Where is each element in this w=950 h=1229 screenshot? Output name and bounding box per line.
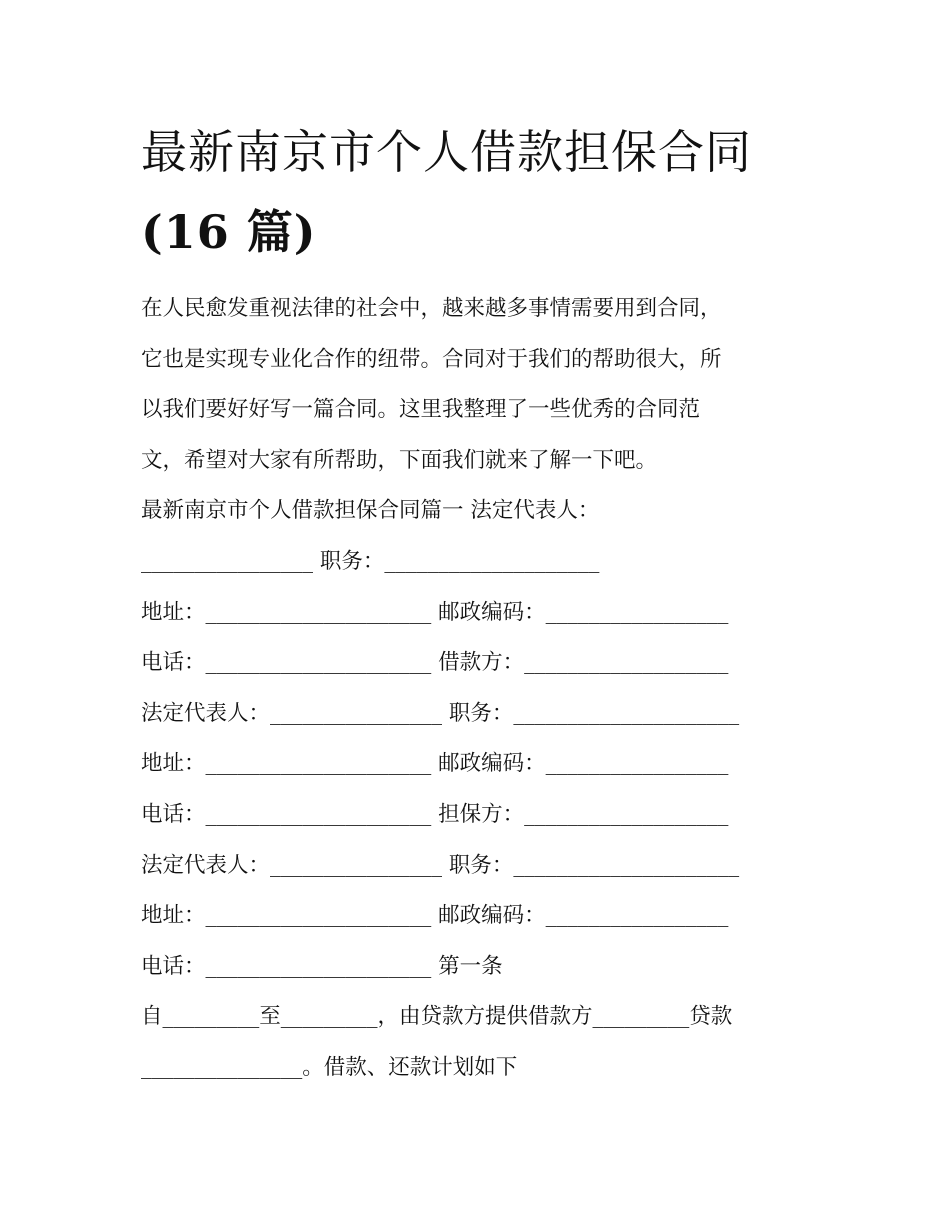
lender-address-line: 地址：_____________________ 邮政编码：_________________ — [141, 599, 729, 625]
title-line-2: (16 篇) — [141, 205, 317, 259]
intro-line: 文，希望对大家有所帮助，下面我们就来了解一下吧。 — [141, 447, 658, 473]
title-line-1: 最新南京市个人借款担保合同 — [141, 125, 752, 179]
intro-line: 以我们要好好写一篇合同。这里我整理了一些优秀的合同范 — [141, 397, 701, 423]
intro-line: 它也是实现专业化合作的纽带。合同对于我们的帮助很大，所 — [141, 346, 722, 372]
document-page — [141, 112, 831, 1094]
contract-heading-line: 最新南京市个人借款担保合同篇一 法定代表人： — [141, 498, 600, 524]
loan-term-line: 自_________至_________，由贷款方提供借款方_________贷款 — [141, 1004, 733, 1030]
borrower-representative-line: 法定代表人：________________ 职务：_____________________ — [141, 700, 740, 726]
lender-phone-borrower-line: 电话：_____________________ 借款方：___________________ — [141, 650, 729, 676]
guarantor-phone-article-line: 电话：_____________________ 第一条 — [141, 953, 503, 979]
representative-position-line: ________________ 职务：____________________ — [141, 548, 600, 574]
guarantor-representative-line: 法定代表人：________________ 职务：_____________________ — [141, 852, 740, 878]
repayment-plan-line: _______________。借款、还款计划如下 — [141, 1054, 518, 1080]
intro-paragraph — [141, 284, 831, 486]
borrower-address-line: 地址：_____________________ 邮政编码：_________________ — [141, 751, 729, 777]
contract-section — [141, 486, 831, 1093]
guarantor-address-line: 地址：_____________________ 邮政编码：_________________ — [141, 903, 729, 929]
intro-line: 在人民愈发重视法律的社会中，越来越多事情需要用到合同， — [141, 296, 722, 321]
borrower-phone-guarantor-line: 电话：_____________________ 担保方：___________________ — [141, 801, 729, 827]
document-title — [141, 112, 831, 272]
